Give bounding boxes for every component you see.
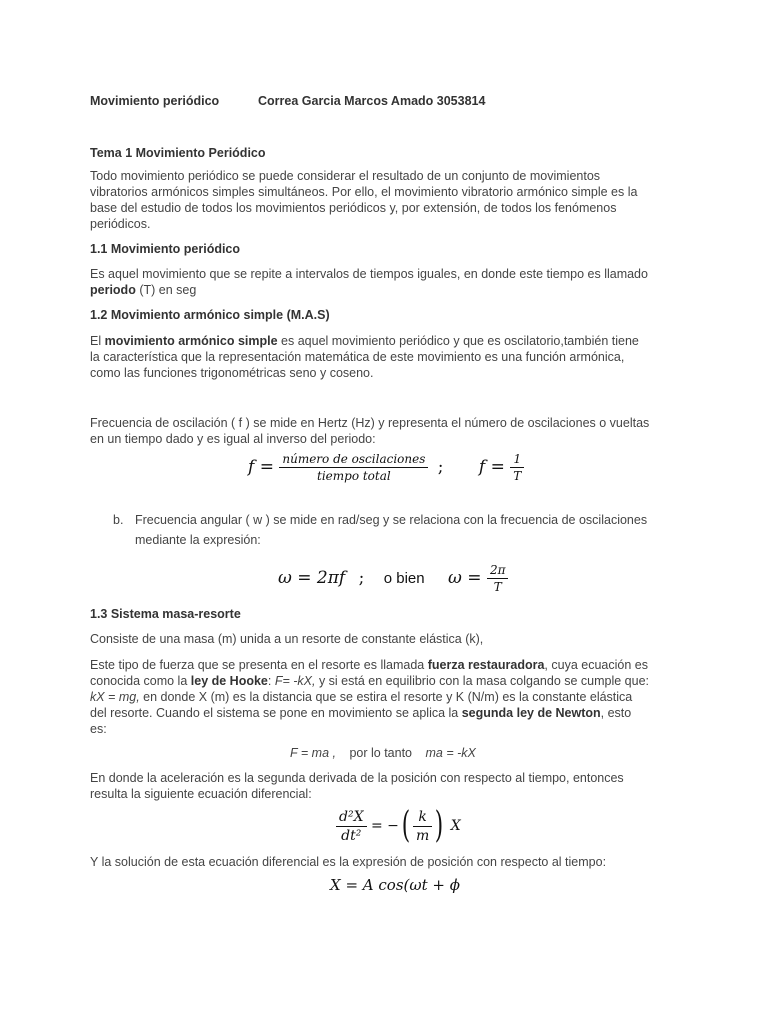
frecuencia-body: Frecuencia de oscilación ( f ) se mide en Hertz (Hz) y representa el número de oscilaciones o vueltas en un tiempo dado y es igual al inverso del periodo: — [90, 416, 650, 446]
angular-list-item: b. Frecuencia angular ( w ) se mide en rad/seg y se relaciona con la frecuencia de oscilaciones mediante la expresión: — [113, 510, 647, 550]
list-marker: b. — [113, 513, 124, 527]
s13-p3: En donde la aceleración es la segunda derivada de la posición con respecto al tiempo, entonces resulta la siguiente ecuación diferencial: — [90, 771, 624, 801]
s13-p4: Y la solución de esta ecuación diferencial es la expresión de posición con respecto al tiempo: — [90, 855, 607, 869]
angular-fraction: $\frac{2\pi}{T}$ — [487, 563, 509, 594]
k-over-m-fraction: $\frac{k}{m}$ — [413, 809, 432, 844]
tema1-body: Todo movimiento periódico se puede considerar el resultado de un conjunto de movimientos vibratorios armónicos simples simultáneos. Por ello, el movimiento vibratorio armónico simple es la base del estudio de todos los movimientos periódicos y, por extensión, de todos los fenómenos periódicos. — [90, 169, 638, 231]
s12-body: El movimiento armónico simple es aquel movimiento periódico y que es oscilatorio,también tiene la característica que la representación matemática de este movimiento es una función armónica, como las funciones trigonométricas seno y coseno. — [90, 334, 639, 380]
periodo-fraction: $\frac{1}{T}$ — [510, 452, 524, 483]
second-derivative-fraction: $\frac{\text{d²X}}{\text{dt²}}$ — [336, 809, 367, 844]
frecuencia-equation: f = $\frac{\text{número de oscilaciones}}{\text{tiempo total}}$ ; f = $\frac{1}{T}$ — [248, 452, 524, 483]
header-author: Correa Garcia Marcos Amado 3053814 — [258, 94, 486, 108]
angular-equation: ω = 2πf ; o bien ω = $\frac{2\pi}{T}$ — [278, 563, 508, 594]
tema1-title: Tema 1 Movimiento Periódico — [90, 146, 266, 160]
frecuencia-fraction: $\frac{\text{número de oscilaciones}}{\text{tiempo total}}$ — [279, 452, 428, 483]
s13-p1: Consiste de una masa (m) unida a un resorte de constante elástica (k), — [90, 632, 484, 646]
document-header — [90, 94, 485, 108]
s12-title: 1.2 Movimiento armónico simple (M.A.S) — [90, 308, 330, 322]
header-topic: Movimiento periódico — [90, 94, 220, 108]
newton-equation: F = ma , por lo tanto ma = -kX — [290, 746, 476, 760]
s11-body: Es aquel movimiento que se repite a intervalos de tiempos iguales, en donde este tiempo es llamado periodo (T) en seg — [90, 267, 648, 297]
s11-title: 1.1 Movimiento periódico — [90, 242, 241, 256]
s13-title: 1.3 Sistema masa-resorte — [90, 607, 241, 621]
solution-equation: X = A cos(ωt + ϕ — [330, 876, 460, 894]
differential-equation: $\frac{\text{d²X}}{\text{dt²}}$ = −( $\frac{k}{m}$ ) X — [336, 808, 461, 844]
s13-p2: Este tipo de fuerza que se presenta en el resorte es llamada fuerza restauradora, cuya ecuación es conocida como la ley de Hooke: F= -kX, y si está en equilibrio con la masa colgando se cumple que: kX = mg, en donde X (m) es la distancia que se estira el resorte y K (N/m) es la constante elástica del resorte. Cuando el sistema se pone en movimiento se aplica la segunda ley de Newton, esto es: — [90, 658, 650, 736]
